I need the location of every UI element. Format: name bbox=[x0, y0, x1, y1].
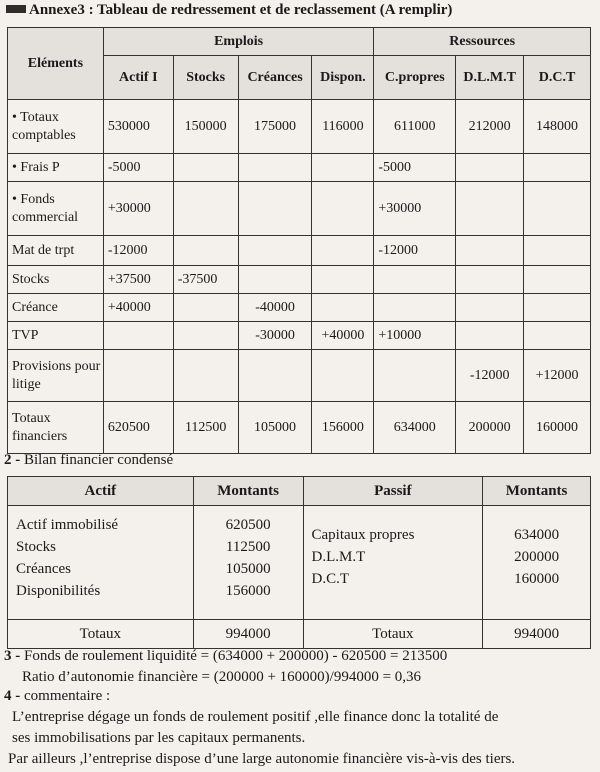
table-cell bbox=[456, 322, 524, 350]
table-cell: +30000 bbox=[374, 182, 456, 236]
list-item: Disponibilités bbox=[16, 583, 101, 599]
table-cell bbox=[524, 236, 591, 266]
table-cell: +40000 bbox=[312, 322, 374, 350]
list-item: 160000 bbox=[514, 571, 560, 587]
list-item: 156000 bbox=[225, 583, 271, 599]
row-label: Mat de trpt bbox=[8, 236, 104, 266]
table-cell bbox=[374, 350, 456, 402]
table-row bbox=[8, 100, 591, 154]
totals-value: 994000 bbox=[483, 620, 591, 649]
actif-values bbox=[193, 506, 303, 620]
section-4: 4 - commentaire : L’entreprise dégage un fonds de roulement positif ,elle finance donc la totalité de ses immobilisations par les capitaux permanents. Par ailleurs ,l’entreprise dispose d’une large autonomie financière vis-à-vis des tiers. bbox=[4, 686, 515, 770]
passif-items bbox=[303, 506, 483, 620]
table-cell bbox=[524, 266, 591, 294]
list-item: Capitaux propres bbox=[311, 527, 415, 543]
table-cell: 148000 bbox=[524, 100, 591, 154]
montants-header: Montants bbox=[193, 477, 303, 506]
table-cell: 160000 bbox=[524, 402, 591, 454]
table-cell: 116000 bbox=[312, 100, 374, 154]
list-item: 620500 bbox=[225, 517, 271, 533]
elements-header: Eléments bbox=[8, 28, 104, 100]
row-label: Créance bbox=[8, 294, 104, 322]
actif-header: Actif bbox=[8, 477, 194, 506]
totals-label: Totaux bbox=[8, 620, 194, 649]
table-cell: -12000 bbox=[103, 236, 173, 266]
table-cell bbox=[238, 182, 312, 236]
table-cell bbox=[456, 294, 524, 322]
table-cell bbox=[456, 154, 524, 182]
table-cell bbox=[238, 350, 312, 402]
table-cell bbox=[312, 236, 374, 266]
table-cell: -37500 bbox=[173, 266, 238, 294]
list-item: 634000 bbox=[514, 527, 560, 543]
table-cell bbox=[103, 350, 173, 402]
table-cell bbox=[238, 154, 312, 182]
table-row bbox=[8, 402, 591, 454]
ressources-header: Ressources bbox=[374, 28, 591, 56]
table-cell: -12000 bbox=[374, 236, 456, 266]
actif-items bbox=[8, 506, 194, 620]
table-cell: +40000 bbox=[103, 294, 173, 322]
table-cell: +12000 bbox=[524, 350, 591, 402]
table-cell bbox=[312, 266, 374, 294]
table-cell: 150000 bbox=[173, 100, 238, 154]
row-label: Provisions pour litige bbox=[8, 350, 104, 402]
section-3: 3 - Fonds de roulement liquidité = (634000 + 200000) - 620500 = 213500 Ratio d’autonomie financière = (200000 + 160000)/994000 = 0,36 bbox=[4, 646, 447, 688]
table-cell bbox=[312, 294, 374, 322]
col-header-dispon: Dispon. bbox=[312, 56, 374, 100]
table-cell: 112500 bbox=[173, 402, 238, 454]
row-label: • Totaux comptables bbox=[8, 100, 104, 154]
list-item: Créances bbox=[16, 561, 71, 577]
table-cell: -12000 bbox=[456, 350, 524, 402]
table-cell bbox=[524, 154, 591, 182]
totals-value: 994000 bbox=[193, 620, 303, 649]
totals-label: Totaux bbox=[303, 620, 483, 649]
row-label: TVP bbox=[8, 322, 104, 350]
table-cell: 175000 bbox=[238, 100, 312, 154]
table-cell: +10000 bbox=[374, 322, 456, 350]
col-header-actif: Actif I bbox=[103, 56, 173, 100]
list-item: 200000 bbox=[514, 549, 560, 565]
table-cell bbox=[238, 266, 312, 294]
table-cell bbox=[524, 182, 591, 236]
row-label: Totaux financiers bbox=[8, 402, 104, 454]
col-header-cpropres: C.propres bbox=[374, 56, 456, 100]
table-cell: 212000 bbox=[456, 100, 524, 154]
table-cell bbox=[524, 322, 591, 350]
col-header-dct: D.C.T bbox=[524, 56, 591, 100]
passif-header: Passif bbox=[303, 477, 483, 506]
list-item: D.C.T bbox=[311, 571, 350, 587]
annex-title: Annexe3 : Tableau de redressement et de reclassement (A remplir) bbox=[6, 2, 452, 19]
col-header-dlmt: D.L.M.T bbox=[456, 56, 524, 100]
table-cell bbox=[173, 182, 238, 236]
table-cell bbox=[456, 236, 524, 266]
table-cell: -30000 bbox=[238, 322, 312, 350]
ratio-line: Ratio d’autonomie financière = (200000 + 160000)/994000 = 0,36 bbox=[22, 669, 422, 685]
list-item: 112500 bbox=[225, 539, 271, 555]
table-cell bbox=[312, 154, 374, 182]
table-cell bbox=[312, 350, 374, 402]
section-2-heading: 2 - Bilan financier condensé bbox=[4, 452, 174, 468]
comment-title: commentaire : bbox=[24, 688, 111, 704]
table-cell: -5000 bbox=[374, 154, 456, 182]
table-cell bbox=[374, 266, 456, 294]
title-bullet-icon bbox=[6, 5, 26, 13]
table-cell: 156000 bbox=[312, 402, 374, 454]
table-cell: 620500 bbox=[103, 402, 173, 454]
list-item: 105000 bbox=[225, 561, 271, 577]
list-item: Stocks bbox=[16, 539, 57, 555]
comment-line: L’entreprise dégage un fonds de roulement positif ,elle finance donc la totalité de bbox=[12, 709, 499, 725]
table-row bbox=[8, 294, 591, 322]
table-cell: 634000 bbox=[374, 402, 456, 454]
table-row bbox=[8, 322, 591, 350]
table-cell bbox=[173, 294, 238, 322]
list-item: Actif immobilisé bbox=[16, 517, 119, 533]
table-cell: +37500 bbox=[103, 266, 173, 294]
table-cell: 105000 bbox=[238, 402, 312, 454]
table-cell bbox=[173, 154, 238, 182]
col-header-stocks: Stocks bbox=[173, 56, 238, 100]
table-cell: -5000 bbox=[103, 154, 173, 182]
table-cell bbox=[456, 266, 524, 294]
montants-header: Montants bbox=[483, 477, 591, 506]
fonds-roulement-line: Fonds de roulement liquidité = (634000 + 200000) - 620500 = 213500 bbox=[24, 648, 448, 664]
table-row bbox=[8, 236, 591, 266]
table-cell bbox=[312, 182, 374, 236]
balance-sheet-table bbox=[7, 476, 591, 649]
table-cell bbox=[103, 322, 173, 350]
table-row bbox=[8, 350, 591, 402]
table-cell bbox=[173, 236, 238, 266]
table-cell bbox=[374, 294, 456, 322]
table-row bbox=[8, 154, 591, 182]
col-header-creances: Créances bbox=[238, 56, 312, 100]
table-cell bbox=[173, 350, 238, 402]
comment-line: Par ailleurs ,l’entreprise dispose d’une large autonomie financière vis-à-vis des tiers. bbox=[8, 751, 516, 767]
list-item: D.L.M.T bbox=[311, 549, 366, 565]
table-cell bbox=[238, 236, 312, 266]
table-cell bbox=[524, 294, 591, 322]
table-cell: 200000 bbox=[456, 402, 524, 454]
emplois-header: Emplois bbox=[103, 28, 374, 56]
row-label: Stocks bbox=[8, 266, 104, 294]
table-cell bbox=[173, 322, 238, 350]
row-label: • Frais P bbox=[8, 154, 104, 182]
table-cell: 611000 bbox=[374, 100, 456, 154]
table-cell: +30000 bbox=[103, 182, 173, 236]
table-row bbox=[8, 182, 591, 236]
table-cell: 530000 bbox=[103, 100, 173, 154]
comment-line: ses immobilisations par les capitaux permanents. bbox=[12, 730, 306, 746]
table-cell bbox=[456, 182, 524, 236]
passif-values bbox=[483, 506, 591, 620]
table-row bbox=[8, 266, 591, 294]
reclassification-table bbox=[7, 27, 591, 454]
table-cell: -40000 bbox=[238, 294, 312, 322]
row-label: • Fonds commercial bbox=[8, 182, 104, 236]
